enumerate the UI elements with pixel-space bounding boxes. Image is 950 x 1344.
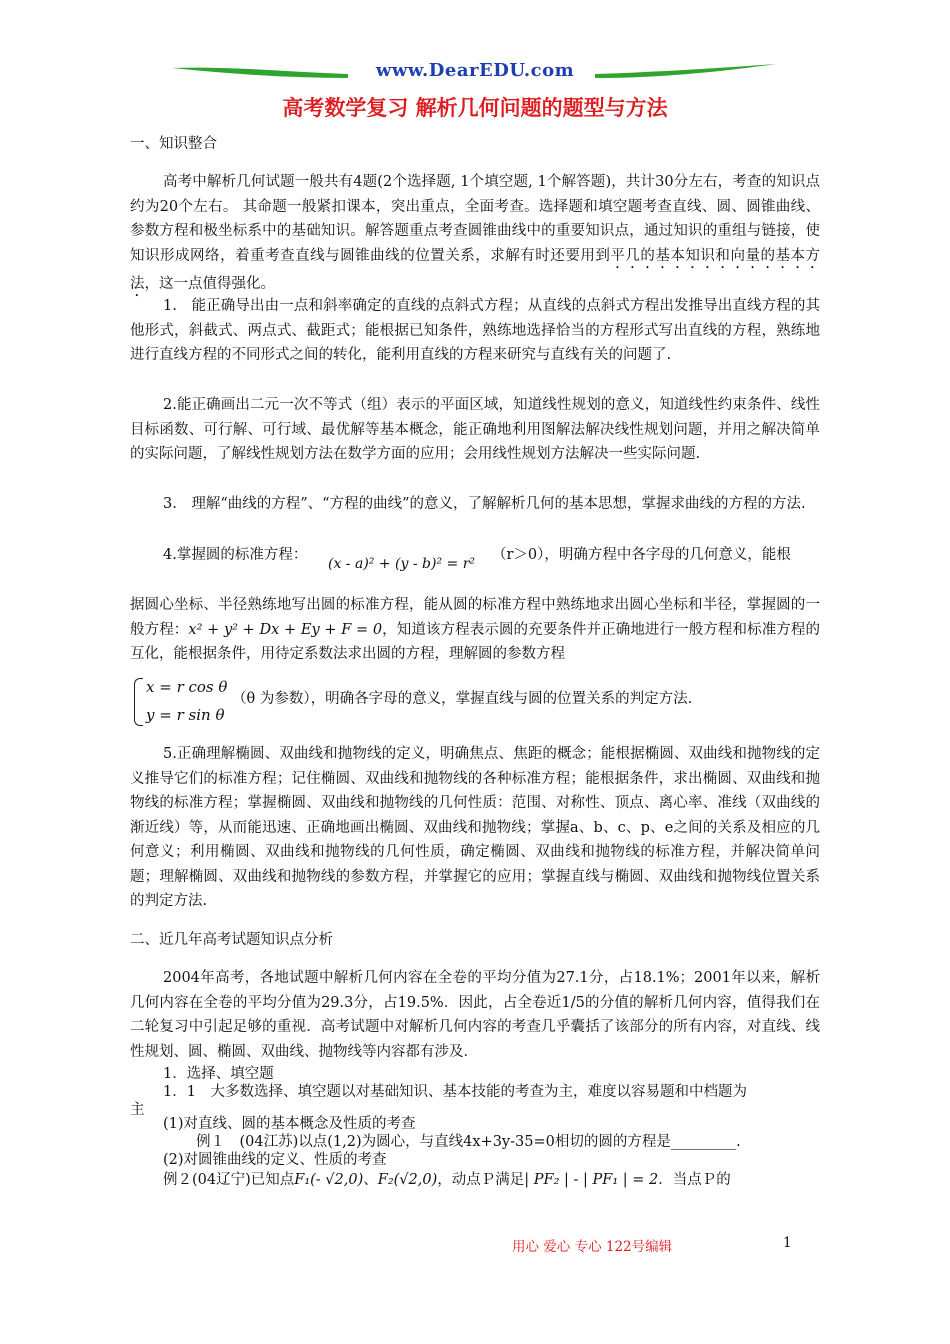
ex2-text-b: ，动点Ｐ满足 xyxy=(437,1172,525,1188)
param-description: （θ 为参数），明确各字母的意义，掌握直线与圆的位置关系的判定方法. xyxy=(232,691,693,707)
analysis-paragraph: 2004年高考，各地试题中解析几何内容在全卷的平均分值为27.1分，占18.1%；2001年以来，解析几何内容在全卷的平均分值为29.3分，占19.5%．因此，占全卷近1/5的分值的解析几何内容，值得我们在二轮复习中引起足够的重视．高考试题中对解析几何内容的考查几乎囊括了该部分的所有内容，对直线、线性规划、圆、椭圆、双曲线、抛物线等内容都有涉及． xyxy=(130,970,820,1060)
knowledge-item-1: 1. 能正确导出由一点和斜率确定的直线的点斜式方程；从直线的点斜式方程出发推导出直线方程的其他形式，斜截式、两点式、截距式；能根据已知条件，熟练地选择恰当的方程形式写出直线的方程，熟练地进行直线方程的不同形式之间的转化，能利用直线的方程来研究与直线有关的问题了. xyxy=(130,298,820,363)
item4-text-b: （r＞0），明确方程中各字母的几何意义，能根 xyxy=(492,547,791,563)
ex2-text-c: ．当点Ｐ的 xyxy=(658,1172,731,1188)
page-number: 1 xyxy=(783,1235,792,1251)
item4-text-a: 4.掌握圆的标准方程： xyxy=(163,547,308,563)
ex2-text-a: 例２(04辽宁)已知点 xyxy=(163,1172,295,1188)
knowledge-item-3: 3. 理解“曲线的方程”、“方程的曲线”的意义，了解解析几何的基本思想，掌握求曲线的方程的方法. xyxy=(163,496,806,512)
knowledge-item-2: 2.能正确画出二元一次不等式（组）表示的平面区域，知道线性规划的意义，知道线性约束条件、线性目标函数、可行解、可行域、最优解等基本概念，能正确地利用图解法解决线性规划问题，并用之解决简单的实际问题，了解线性规划方法在数学方面的应用；会用线性规划方法解决一些实际问题. xyxy=(130,397,820,462)
circle-general-equation: x² + y² + Dx + Ey + F = 0 xyxy=(188,621,383,638)
subsection-1-1-cont: 主 xyxy=(130,1102,145,1118)
intro-paragraph xyxy=(130,170,820,300)
topic-2: (2)对圆锥曲线的定义、性质的考查 xyxy=(163,1152,387,1168)
item4-text-d: ，知道该方程表示圆的充要条件并正确地进行一般方程和标准方程的互化，能根据条件，用待定系数法求出圆的方程，理解圆的参数方程 xyxy=(130,621,821,662)
item4-text-c: 据圆心坐标、半径熟练地写出圆的标准方程，能从圆的标准方程中熟练地求出圆心坐标和半径，掌握圆的一般方程： xyxy=(130,597,820,638)
site-logo[interactable] xyxy=(170,56,780,90)
example-2 xyxy=(163,1171,731,1189)
ex2-condition: | PF₂ | - | PF₁ | = 2 xyxy=(524,1172,659,1188)
intro-text-a: 高考中解析几何试题一般共有4题(2个选择题, 1个填空题, 1个解答题)，共计30分左右，考查的知识点约为20个左右。 其命题一般紧扣课本，突出重点，全面考查。选择题和填空题考查直线、圆、圆锥曲线、参数方程和极坐标系中的基础知识。解答题重点考查圆锥曲线中的重要知识点，通过知识的重组与链接，使知识形成网络，着重考查直线与圆锥曲线的位置关系，求解有时还要用到 xyxy=(130,174,820,264)
ex2-separator: 、 xyxy=(363,1172,378,1188)
knowledge-item-4-start xyxy=(163,543,307,564)
page-title: 高考数学复习 解析几何问题的题型与方法 xyxy=(282,95,668,120)
param-equation-y: y = r sin θ xyxy=(146,706,225,724)
ex2-point-f2: F₂(√2,0) xyxy=(377,1172,438,1188)
footer-credit: 用心 爱心 专心 122号编辑 xyxy=(512,1239,673,1255)
intro-dotted-text: 平几的基本知识和向量的基本方法 xyxy=(130,247,821,292)
topic-1: (1)对直线、圆的基本概念及性质的考查 xyxy=(163,1116,416,1132)
section-heading-1: 一、知识整合 xyxy=(130,136,217,152)
knowledge-item-4-body xyxy=(130,593,820,667)
intro-text-b: ，这一点值得强化。 xyxy=(144,275,275,292)
ex2-point-f1: F₁(- √2,0) xyxy=(294,1172,364,1188)
circle-standard-equation: (x - a)² + (y - b)² = r² xyxy=(328,556,476,572)
param-equation-x: x = r cos θ xyxy=(146,678,228,696)
subsection-1: 1．选择、填空题 xyxy=(163,1066,274,1082)
logo-text: www.DearEDU.com xyxy=(375,60,575,81)
subsection-1-1: 1．1 大多数选择、填空题以对基础知识、基本技能的考查为主，难度以容易题和中档题为 xyxy=(163,1084,747,1100)
brace-icon xyxy=(134,678,143,726)
section-heading-2: 二、近几年高考试题知识点分析 xyxy=(130,932,333,948)
example-1: 例１ (04江苏)以点(1,2)为圆心，与直线4x+3y-35=0相切的圆的方程是_________. xyxy=(196,1134,741,1150)
knowledge-item-5: 5.正确理解椭圆、双曲线和抛物线的定义，明确焦点、焦距的概念；能根据椭圆、双曲线和抛物线的定义推导它们的标准方程；记住椭圆、双曲线和抛物线的各种标准方程；能根据条件，求出椭圆、双曲线和抛物线的标准方程；掌握椭圆、双曲线和抛物线的几何性质：范围、对称性、顶点、离心率、准线（双曲线的渐近线）等，从而能迅速、正确地画出椭圆、双曲线和抛物线；掌握a、b、c、p、e之间的关系及相应的几何意义；利用椭圆、双曲线和抛物线的几何性质，确定椭圆、双曲线和抛物线的标准方程，并解决简单问题；理解椭圆、双曲线和抛物线的参数方程，并掌握它的应用；掌握直线与椭圆、双曲线和抛物线位置关系的判定方法. xyxy=(130,746,820,909)
